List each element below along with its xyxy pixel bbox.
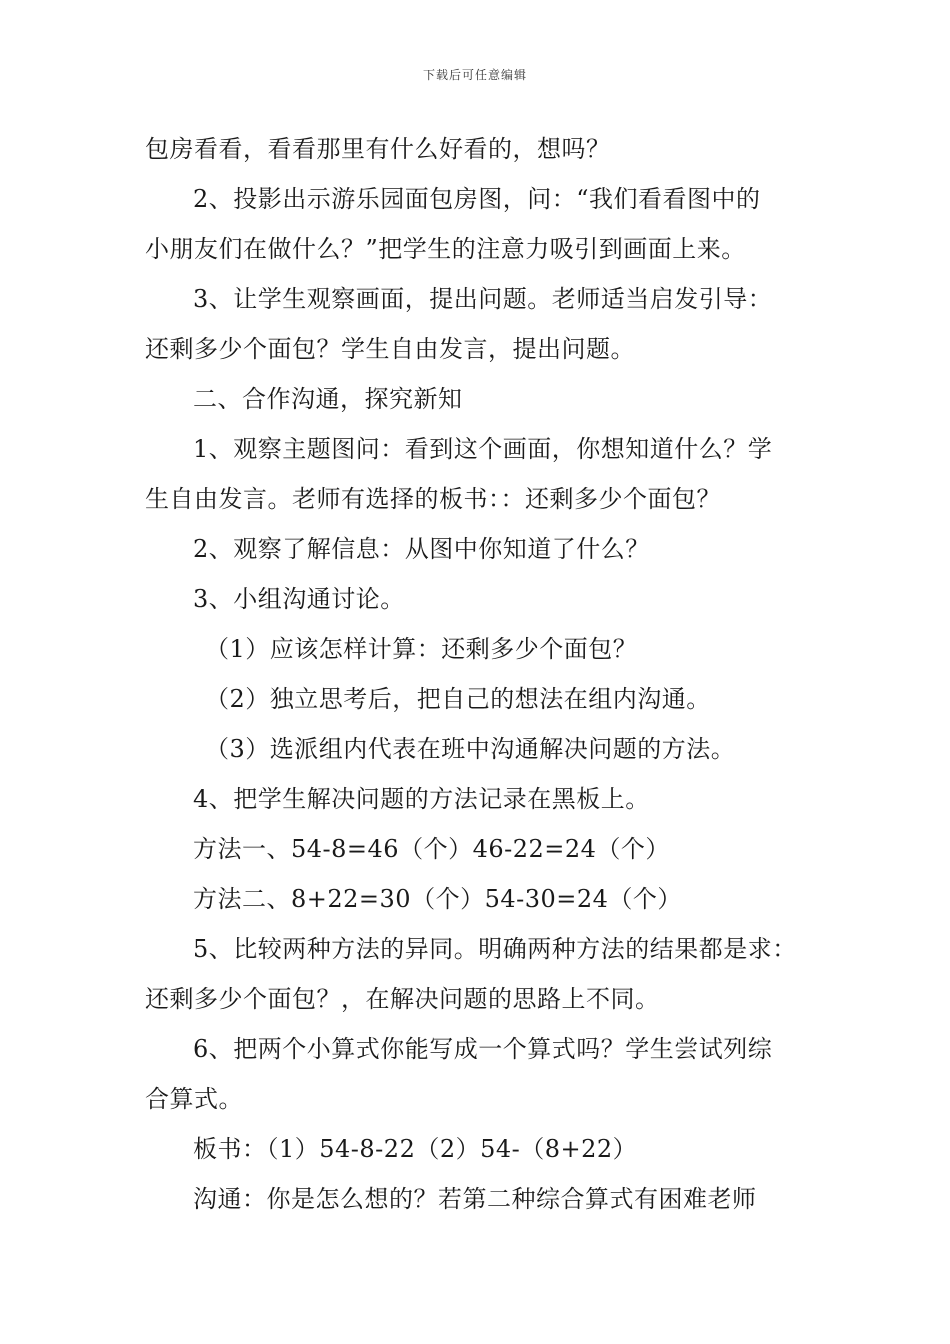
method-line: 方法一、54-8=46（个）46-22=24（个）	[193, 835, 670, 863]
paragraph-line: 3、让学生观察画面，提出问题。老师适当启发引导：	[193, 285, 773, 313]
paragraph-line: 4、把学生解决问题的方法记录在黑板上。	[193, 785, 650, 813]
paragraph-line: 1、观察主题图问：看到这个画面，你想知道什么？学	[193, 435, 773, 463]
paragraph-line: 2、投影出示游乐园面包房图，问：“我们看看图中的	[193, 185, 761, 213]
paragraph-line: 5、比较两种方法的异同。明确两种方法的结果都是求：	[193, 935, 797, 963]
section-heading: 二、合作沟通，探究新知	[193, 385, 463, 413]
method-line: 方法二、8+22=30（个）54-30=24（个）	[193, 885, 682, 913]
paragraph-line: 沟通：你是怎么想的？若第二种综合算式有困难老师	[193, 1185, 757, 1213]
paragraph-line: 2、观察了解信息：从图中你知道了什么？	[193, 535, 650, 563]
paragraph-line: 还剩多少个面包？，在解决问题的思路上不同。	[145, 985, 660, 1013]
sub-item-line: （2）独立思考后，把自己的想法在组内沟通。	[205, 685, 711, 713]
sub-item-line: （3）选派组内代表在班中沟通解决问题的方法。	[205, 735, 736, 763]
board-writing-line: 板书：（1）54-8-22（2）54-（8+22）	[193, 1135, 638, 1163]
sub-item-line: （1）应该怎样计算：还剩多少个面包？	[205, 635, 638, 663]
paragraph-line: 小朋友们在做什么？”把学生的注意力吸引到画面上来。	[145, 235, 746, 263]
paragraph-line: 还剩多少个面包？学生自由发言，提出问题。	[145, 335, 635, 363]
paragraph-line: 生自由发言。老师有选择的板书：：还剩多少个面包？	[145, 485, 721, 513]
paragraph-line: 包房看看，看看那里有什么好看的，想吗？	[145, 135, 611, 163]
page-header: 下载后可任意编辑	[422, 68, 527, 82]
paragraph-line: 3、小组沟通讨论。	[193, 585, 405, 613]
paragraph-line: 合算式。	[145, 1085, 243, 1113]
paragraph-line: 6、把两个小算式你能写成一个算式吗？学生尝试列综	[193, 1035, 773, 1063]
